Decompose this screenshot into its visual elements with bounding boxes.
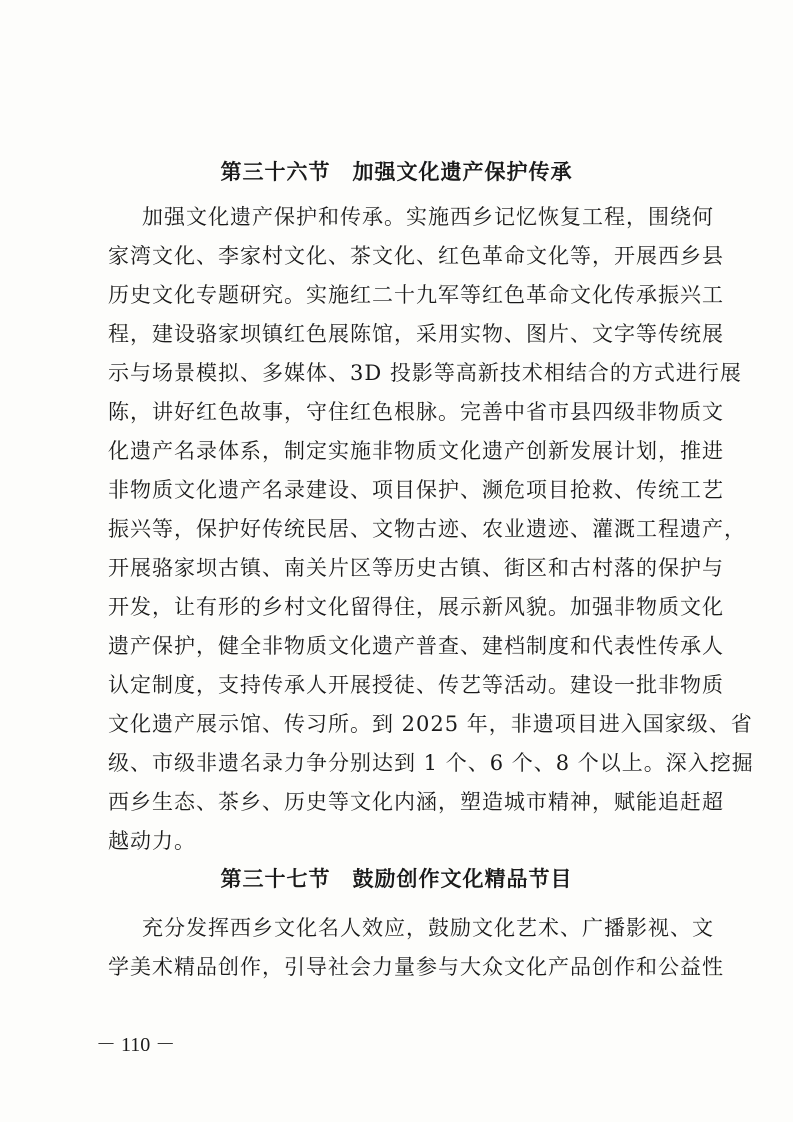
paragraph-line: 级、市级非遗名录力争分别达到 1 个、6 个、8 个以上。深入挖掘 (108, 751, 754, 775)
paragraph-line: 加强文化遗产保护和传承。实施西乡记忆恢复工程，围绕何 (142, 205, 714, 229)
paragraph-line: 陈，讲好红色故事，守住红色根脉。完善中省市县四级非物质文 (108, 400, 724, 424)
section-heading-36 (0, 156, 793, 186)
paragraph-line: 历史文化专题研究。实施红二十九军等红色革命文化传承振兴工 (108, 283, 724, 307)
paragraph-line: 振兴等，保护好传统民居、文物古迹、农业遗迹、灌溉工程遗产， (108, 517, 746, 541)
paragraph-line: 开发，让有形的乡村文化留得住，展示新风貌。加强非物质文化 (108, 595, 724, 619)
paragraph-line: 越动力。 (108, 829, 196, 853)
paragraph-line: 认定制度，支持传承人开展授徒、传艺等活动。建设一批非物质 (108, 673, 724, 697)
paragraph-line: 学美术精品创作，引导社会力量参与大众文化产品创作和公益性 (108, 955, 724, 979)
paragraph-line: 非物质文化遗产名录建设、项目保护、濒危项目抢救、传统工艺 (108, 478, 724, 502)
section-number: 第三十六节 (220, 160, 331, 184)
paragraph-line: 开展骆家坝古镇、南关片区等历史古镇、街区和古村落的保护与 (108, 556, 724, 580)
section-number: 第三十七节 (220, 867, 331, 891)
paragraph-line: 文化遗产展示馆、传习所。到 2025 年，非遗项目进入国家级、省 (108, 712, 753, 736)
paragraph-line: 西乡生态、茶乡、历史等文化内涵，塑造城市精神，赋能追赶超 (108, 790, 724, 814)
paragraph-line: 示与场景模拟、多媒体、3D 投影等高新技术相结合的方式进行展 (108, 361, 742, 385)
paragraph-line: 遗产保护，健全非物质文化遗产普查、建档制度和代表性传承人 (108, 634, 724, 658)
section-heading-37 (0, 863, 793, 893)
paragraph-line: 程，建设骆家坝镇红色展陈馆，采用实物、图片、文字等传统展 (108, 322, 724, 346)
paragraph-line: 化遗产名录体系，制定实施非物质文化遗产创新发展计划，推进 (108, 439, 724, 463)
page-number: － 110 － (96, 1034, 176, 1056)
section-title: 鼓励创作文化精品节目 (352, 867, 573, 891)
paragraph-line: 家湾文化、李家村文化、茶文化、红色革命文化等，开展西乡县 (108, 244, 724, 268)
section-title: 加强文化遗产保护传承 (352, 160, 573, 184)
paragraph-line: 充分发挥西乡文化名人效应，鼓励文化艺术、广播影视、文 (142, 916, 714, 940)
